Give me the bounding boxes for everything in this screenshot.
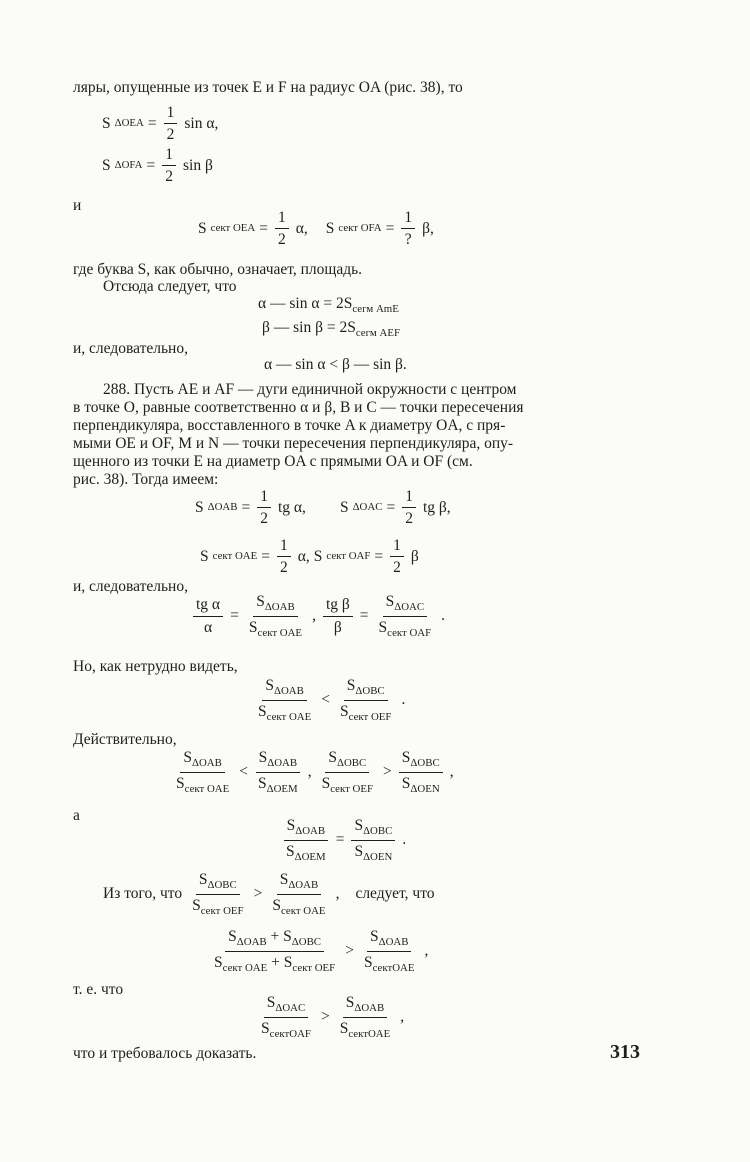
formula-s-ofa: S ΔOFA = $\frac{1}{2}$ sin β [102, 146, 213, 186]
fraction: $\frac{1}{2}$ [162, 145, 176, 187]
page-number: 313 [610, 1041, 640, 1063]
formula-rel2: β — $\sin \beta = 2S_{сегм AEF}$ [262, 319, 400, 340]
formula-s-oea: S ΔOEA = $\frac{1}{2}$ sin α, [102, 104, 219, 144]
text-line: а [73, 807, 80, 824]
formula-inequality-1: $S_{\Delta OAB}$ $S_{сект OAE}$ < $S_{\Delta OBC}$ $S_{сект OEF}$ . [258, 677, 406, 723]
fraction: $\frac{1}{2}$ [164, 103, 178, 145]
paragraph-line: мыми OE и OF, M и N — точки пересечения перпендикуляра, опу- [73, 435, 514, 452]
formula-sectors-2: S сект OAE = $\frac{1}{2}$ α, S сект OAF = $\frac{1}{2}$ β [200, 537, 419, 577]
paragraph-line: перпендикуляра, восставленного в точке A к диаметру OA, с пря- [73, 417, 506, 434]
formula-rel3: α — sin α < β — sin β. [264, 356, 407, 373]
text-from-that: Из того, что $S_{\Delta OBC}$ $S_{сект OEF}$ > $S_{\Delta OAB}$ $S_{сект OAE}$ , следует, что [103, 871, 435, 917]
text-line: Отсюда следует, что [103, 278, 237, 295]
paragraph-line: рис. 38). Тогда имеем: [73, 471, 219, 488]
text-line: ляры, опущенные из точек E и F на радиус OA (рис. 38), то [73, 79, 463, 96]
formula-equality: $S_{\Delta OAB}$ $S_{\Delta OEM}$ = $S_{\Delta OBC}$ $S_{\Delta OEN}$ . [280, 816, 406, 864]
text-line: и, следовательно, [73, 578, 188, 595]
paragraph-line: в точке O, равные соответственно α и β, B и C — точки пересечения [73, 399, 524, 416]
text-line: где буква S, как обычно, означает, площадь. [73, 261, 363, 278]
text-line: Действительно, [73, 731, 177, 748]
paragraph-line: 288. Пусть AE и AF — дуги единичной окружности с центром [103, 381, 517, 398]
text-line: т. е. что [73, 981, 124, 998]
formula-ratios: $\frac{\text{tg α}}{\alpha}$ = $S_{\Delta OAB}$ $S_{сект OAE}$ , $\frac{\text{tg β}}{\beta}$ = $S_{\Delta OAC}$ $S_{сект OAF}$ . [190, 592, 445, 640]
text-line: и, следовательно, [73, 340, 188, 357]
formula-inequality-2: $S_{\Delta OAB}$ $S_{сект OAE}$ < $S_{\Delta OAB}$ $S_{\Delta OEM}$ , $S_{\Delta OBC}$ $S_{сект OEF}$ > $S_{\Delta OBC}$ $S_{\Delta OEN}$ , [176, 749, 454, 795]
text-line: и [73, 197, 82, 214]
formula-sum-inequality: $S_{\Delta OAB} + S_{\Delta OBC}$ $S_{сект OAE} + S_{сект OEF}$ > $S_{\Delta OAB}$ $S_{сектOAE}$ , [214, 928, 429, 974]
formula-tg: S ΔOAB = $\frac{1}{2}$ tg α, S ΔOAC = $\frac{1}{2}$ tg β, [195, 488, 451, 528]
text-line: Но, как нетрудно видеть, [73, 658, 238, 675]
text-line: что и требовалось доказать. [73, 1045, 257, 1062]
paragraph-line: щенного из точки E на диаметр OA с прямыми OA и OF (см. [73, 453, 473, 470]
formula-final: $S_{\Delta OAC}$ $S_{сектOAF}$ > $S_{\Delta OAB}$ $S_{сектOAE}$ , [261, 994, 405, 1040]
formula-sectors: S сект OEA = $\frac{1}{2}$ α, S сект OFA = 1 ? β, [198, 209, 434, 249]
formula-rel1: α — $\sin \alpha = 2S_{сегм AmE}$ [258, 295, 399, 316]
